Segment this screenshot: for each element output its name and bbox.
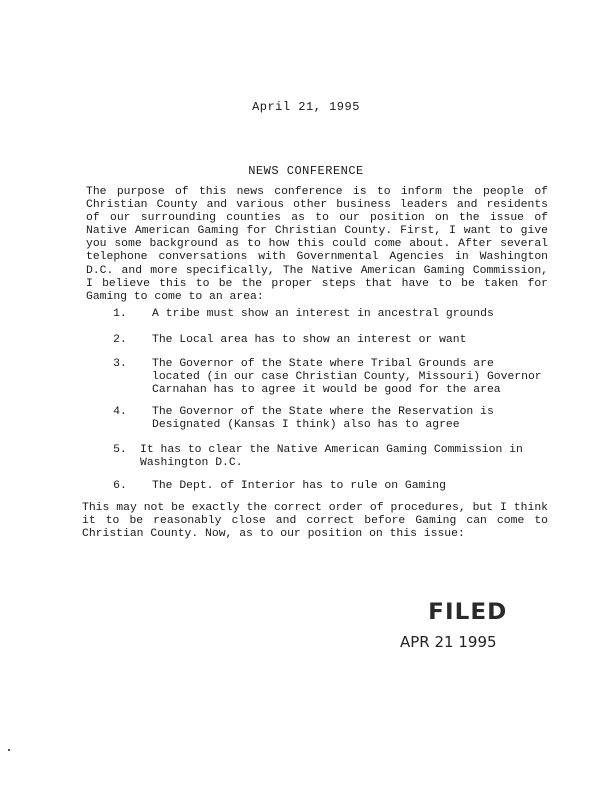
intro-paragraph: The purpose of this news conference is to inform the people of Christian County and various other business leaders and residents of our surrounding counties as to our position on the issue of Native American Gaming for Christian County. First, I want to give you some background as to how this could come about. After several telephone conversations with Governmental Agencies in Washington D.C. and more specifically, The Native American Gaming Commission, I believe this to be the proper steps that have to be taken for Gaming to come to an area: bbox=[86, 186, 548, 303]
list-item-number: 4. bbox=[113, 406, 127, 418]
list-item-number: 2. bbox=[113, 334, 127, 346]
list-item-number: 3. bbox=[113, 358, 127, 370]
filed-stamp bbox=[400, 600, 520, 700]
list-item-number: 1. bbox=[113, 308, 127, 320]
list-item-number: 5. bbox=[113, 444, 127, 456]
closing-paragraph: This may not be exactly the correct order of procedures, but I think it to be reasonably close and correct before Gaming can come to Christian County. Now, as to our position on this issue: bbox=[82, 502, 548, 541]
list-item-text: The Local area has to show an interest or want bbox=[152, 334, 467, 346]
list-item-number: 6. bbox=[113, 480, 127, 492]
list-item-text: The Governor of the State where the Reservation is Designated (Kansas I think) also has to agree bbox=[152, 406, 494, 432]
stamp-date: APR 21 1995 bbox=[400, 633, 497, 651]
stamp-filed-label: FILED bbox=[428, 600, 508, 625]
list-item-text: A tribe must show an interest in ancestral grounds bbox=[152, 308, 494, 320]
list-item-text: It has to clear the Native American Gaming Commission in Washington D.C. bbox=[140, 444, 523, 470]
document-heading: NEWS CONFERENCE bbox=[248, 164, 364, 178]
scan-speck bbox=[8, 749, 10, 751]
list-item-text: The Dept. of Interior has to rule on Gaming bbox=[152, 480, 446, 492]
document-date: April 21, 1995 bbox=[252, 100, 360, 114]
list-item-text: The Governor of the State where Tribal Grounds are located (in our case Christian County, Missouri) Governor Carnahan has to agree it would be good for the area bbox=[152, 358, 542, 397]
